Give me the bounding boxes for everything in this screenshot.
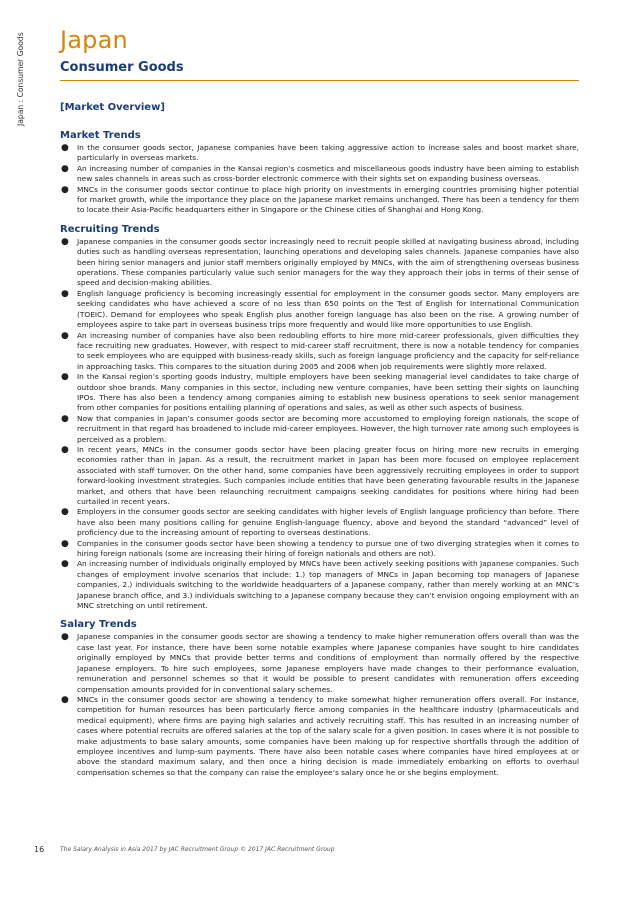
bullet-icon: ● [61,163,69,174]
list-item-text: MNCs in the consumer goods sector continue to place high priority on investments in emerging countries promising higher potential for market growth, while the importance they place on the Japanese market remains unchanged. There has been a tendency for them to locate their Asia-Pacific headquarters either in Singapore or the Chinese cities of Shanghai and Hong Kong. [77,184,579,215]
list-item [60,445,579,507]
list-item [60,185,579,216]
list-item [60,539,579,560]
list-item-text: An increasing number of companies in the Kansai region’s cosmetics and miscellaneous goods industry have been aiming to establish new sales channels in areas such as cross-border electronic commerce with their sights set on expanding business overseas. [77,163,579,184]
main-content [60,102,579,786]
header-divider [60,80,579,81]
list-item [60,289,579,331]
salary-trends-list [60,632,579,778]
footer-text: The Salary Analysis in Asia 2017 by JAC Recruitment Group © 2017 JAC Recruitment Group [60,846,335,853]
market-overview-heading: [Market Overview] [60,102,165,113]
bullet-icon: ● [61,288,69,299]
list-item-text: Now that companies in Japan’s consumer goods sector are becoming more accustomed to employing foreign nationals, the scope of recruitment in that regard has broadened to include mid-career employees. However, the high turnover rate among such employees is perceived as a problem. [77,413,579,444]
list-item [60,695,579,778]
bullet-icon: ● [61,632,69,643]
bullet-icon: ● [61,559,69,570]
list-item [60,559,579,611]
list-item [60,164,579,185]
bullet-icon: ● [61,507,69,518]
list-item-text: In the consumer goods sector, Japanese companies have been taking aggressive action to increase sales and boost market share, particularly in overseas markets. [77,143,579,163]
bullet-icon: ● [61,413,69,424]
recruiting-trends-list [60,237,579,612]
list-item-text: Japanese companies in the consumer goods sector increasingly need to recruit people skilled at navigating business abroad, including duties such as handling overseas representation, launching operations and developing sales channels. Japanese companies have also been hiring senior managers and junior staff members originally employed by MNCs, with the aim of strengthening overseas business operations. These companies particularly value such senior managers for the way they approach their jobs in terms of their sense of speed and decision-making abilities. [77,236,579,288]
bullet-icon: ● [61,538,69,549]
salary-trends-heading: Salary Trends [60,619,137,631]
bullet-icon: ● [61,694,69,705]
list-item-text: Employers in the consumer goods sector are seeking candidates with higher levels of English language proficiency than before. There have also been many positions calling for genuine English-language fluency, above and beyond the standard “advanced” level of proficiency due to the increasing amount of reporting to overseas destinations. [77,507,579,538]
list-item-text: MNCs in the consumer goods sector are showing a tendency to make somewhat higher remuneration offers overall. For instance, competition for human resources has been particularly fierce among companies in the healthcare industry (pharmaceuticals and medical equipment), where firms are paying high salaries and actively recruiting staff. This has resulted in an increasing number of cases where potential recruits are offered salaries at the top of the salary scale for a given position. In cases where it is not possible to make adjustments to base salary amounts, some companies have been making up for respective shortfalls through the addition of employee incentives and lump-sum payments. There have also been notable cases where companies have hired employees at or above the standard maximum salary, and then once a hiring decision is made immediately embarking on efforts to overhaul compensation schemes so that the company can raise the employee’s salary once he or she begins employment. [77,694,579,777]
list-item [60,372,579,414]
list-item [60,331,579,373]
list-item [60,237,579,289]
list-item [60,507,579,538]
bullet-icon: ● [61,330,69,341]
bullet-icon: ● [61,184,69,195]
market-trends-list [60,143,579,216]
page-number: 16 [34,845,45,854]
bullet-icon: ● [61,143,69,153]
category-title: Consumer Goods [60,60,184,75]
list-item-text: Japanese companies in the consumer goods sector are showing a tendency to make higher remuneration offers overall than was the case last year. For instance, there have been some notable examples where Japanese companies have sought to hire candidates originally employed by MNCs that provide better terms and conditions of employment than normally offered by the respective Japanese employers. To hire such employees, some Japanese employers have made changes to their performance evaluation, remuneration and personnel schemes so that it would be possible to present candidates with remuneration offers exceeding compensation amounts provided for in conventional salary schemes. [77,632,579,694]
bullet-icon: ● [61,372,69,383]
list-item [60,632,579,694]
bullet-icon: ● [61,236,69,247]
country-title: Japan [60,26,128,54]
recruiting-trends-heading: Recruiting Trends [60,223,160,235]
list-item-text: In the Kansai region’s sporting goods industry, multiple employers have been seeking managerial level candidates to take charge of outdoor shoe brands. Many companies in this sector, including new venture companies, have been setting their sights on launching IPOs. There has also been a tendency among companies aiming to establish new business operations to seek senior management from other companies for positions entailing planning of operations and sales, as well as other such aspects of business. [77,372,579,413]
list-item-text: An increasing number of companies have also been redoubling efforts to hire more mid-career professionals, given difficulties they face recruiting new graduates. However, with respect to mid-career staff recruitment, there is now a notable tendency for companies to seek employees who are equipped with business-ready skills, such as foreign language proficiency and the capacity for self-reliance in approaching tasks. This compares to the situation during 2005 and 2006 when job requirements were slightly more relaxed. [77,330,579,371]
bullet-icon: ● [61,444,69,455]
side-label [16,22,28,126]
list-item [60,143,579,164]
side-label-text: Japan : Consumer Goods [16,32,25,126]
list-item [60,414,579,445]
market-trends-heading: Market Trends [60,130,141,141]
list-item-text: Companies in the consumer goods sector have been showing a tendency to pursue one of two diverging strategies when it comes to hiring foreign nationals (some are increasing their hiring of foreign nationals and others are not). [77,538,579,559]
list-item-text: In recent years, MNCs in the consumer goods sector have been placing greater focus on hiring more new recruits in emerging economies rather than in Japan. As a result, the recruitment market in Japan has been more focused on employee replacement associated with staff turnover. On the other hand, some companies have been aggressively recruiting employees in order to support forward-looking investment strategies. Such companies include entities that have been generating favourable results in the Japanese market, and others that have been relaunching recruitment campaigns seeking candidates for positions where hiring had been curtailed in recent years. [77,444,579,506]
list-item-text: English language proficiency is becoming increasingly essential for employment in the consumer goods sector. Many employers are seeking candidates who have achieved a score of no less than 650 points on the Test of English for International Communication (TOEIC). Demand for employees who speak English plus another foreign language has also been on the rise. A growing number of employees aspire to take part in overseas business trips more frequently and would like more opportunities to use English. [77,288,579,330]
list-item-text: An increasing number of individuals originally employed by MNCs have been actively seeking positions with Japanese companies. Such changes of employment involve scenarios that include: 1.) top managers of MNCs in Japan becoming top managers of Japanese companies, 2.) individuals switching to the worldwide headquarters of a Japanese company, rather than merely working at an MNC’s Japanese branch office, and 3.) individuals switching to a Japanese company because they can’t envision ongoing employment with an MNC stretching on until retirement. [77,559,579,611]
